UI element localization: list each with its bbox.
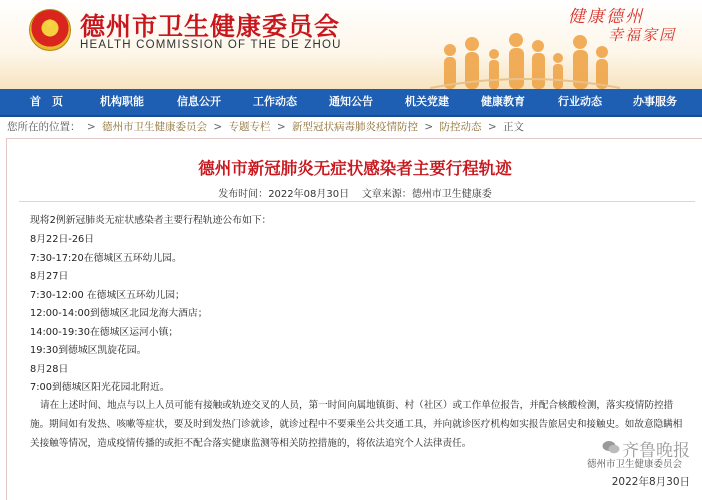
breadcrumb-link-special[interactable]: 专题专栏 — [228, 121, 271, 133]
divider — [19, 201, 695, 202]
nav-item-home[interactable]: 首 页 — [30, 95, 63, 108]
itinerary-line: 12:00-14:00到德城区北园龙海大酒店； — [30, 308, 208, 319]
itinerary-line: 8月28日 — [30, 364, 69, 375]
nav-item-health-education[interactable]: 健康教育 — [481, 95, 525, 108]
itinerary-line: 14:00-19:30在德城区运河小镇； — [30, 327, 179, 338]
nav-item-industry-news[interactable]: 行业动态 — [558, 95, 602, 108]
site-header — [0, 0, 702, 89]
nav-item-party-building[interactable]: 机关党建 — [405, 95, 449, 108]
main-nav — [0, 89, 702, 117]
site-name-english: HEALTH COMMISSION OF THE DE ZHOU — [80, 39, 342, 51]
itinerary-line: 8月27日 — [30, 271, 69, 282]
itinerary-line: 8月22日-26日 — [30, 234, 95, 245]
breadcrumb-link-home[interactable]: 德州市卫生健康委员会 — [102, 121, 207, 133]
signature-org: 德州市卫生健康委员会 — [586, 459, 682, 470]
breadcrumb-link-prevention[interactable]: 防控动态 — [439, 121, 482, 133]
nav-item-services[interactable]: 办事服务 — [633, 95, 677, 108]
watermark-brand: 齐鲁晚报 — [622, 441, 690, 461]
breadcrumb-prefix: 您所在的位置： — [7, 121, 81, 133]
slogan-line-2: 幸福家园 — [608, 26, 677, 44]
article-intro: 现将2例新冠肺炎无症状感染者主要行程轨迹公布如下： — [30, 215, 272, 226]
breadcrumb: 您所在的位置： > 德州市卫生健康委员会 > 专题专栏 > 新型冠状病毒肺炎疫情防控 > 防控动态 > 正文 — [7, 121, 524, 133]
breadcrumb-current: 正文 — [503, 121, 524, 133]
site-name[interactable]: 德州市卫生健康委员会 — [80, 12, 341, 41]
publish-time: 2022年08月30日 — [268, 189, 350, 200]
nav-item-work-news[interactable]: 工作动态 — [253, 95, 297, 108]
slogan-line-1: 健康德州 — [568, 7, 644, 27]
wechat-icon — [602, 440, 620, 454]
nav-item-info-disclosure[interactable]: 信息公开 — [177, 95, 221, 108]
nav-item-organization[interactable]: 机构职能 — [100, 95, 144, 108]
itinerary-line: 19:30到德城区凯旋花园。 — [30, 345, 147, 356]
article-meta — [7, 185, 702, 200]
article-notice: 请在上述时间、地点与以上人员可能有接触或轨迹交叉的人员，第一时间向属地镇街、村（社区）或工作单位报告，并配合核酸检测，落实疫情防控措施。期间如有发热、咳嗽等症状，要及时到发热门诊就诊，就诊过程中不要乘坐公共交通工具，并向就诊医疗机构如实报告旅居史和接触史。如故意隐瞒相关接触等情况，造成疫情传播的或拒不配合落实健康监测等相关防控措施的，将依法追究个人法律责任。 — [30, 400, 683, 449]
itinerary-line: 7:00到德城区阳光花园北附近。 — [30, 382, 170, 393]
itinerary-line: 7:30-12:00 在德城区五环幼儿园； — [30, 290, 185, 301]
signature-date: 2022年8月30日 — [611, 476, 690, 488]
family-silhouette-illustration — [430, 30, 620, 89]
article-title: 德州市新冠肺炎无症状感染者主要行程轨迹 — [198, 159, 512, 178]
breadcrumb-link-covid[interactable]: 新型冠状病毒肺炎疫情防控 — [292, 121, 418, 133]
itinerary-line: 7:30-17:20在德城区五环幼儿园。 — [30, 253, 182, 264]
nav-item-notices[interactable]: 通知公告 — [329, 95, 373, 108]
source-label: 文章来源： — [361, 189, 412, 200]
source: 德州市卫生健康委 — [411, 189, 492, 200]
national-emblem-icon[interactable]: ★ — [29, 9, 71, 51]
publish-time-label: 发布时间： — [218, 189, 269, 200]
